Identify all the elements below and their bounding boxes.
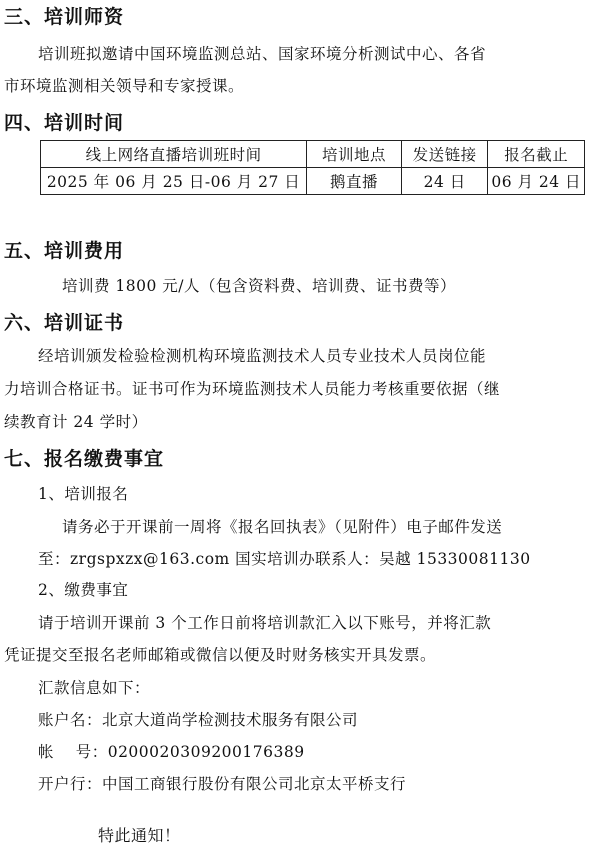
bank-name: 开户行：中国工商银行股份有限公司北京太平桥支行 <box>38 775 407 793</box>
table-header-row <box>41 141 585 168</box>
registration-subsection-title: 1、培训报名 <box>38 485 129 503</box>
closing-text: 特此通知！ <box>98 826 181 845</box>
payment-subsection-title: 2、缴费事宜 <box>38 581 129 599</box>
certificate-text-line-3: 续教育计 24 学时） <box>4 413 148 431</box>
section-heading-registration: 七、报名缴费事宜 <box>4 448 165 470</box>
table-cell-deadline: 06 月 24 日 <box>488 168 585 195</box>
table-row <box>41 168 585 195</box>
section-heading-trainers: 三、培训师资 <box>4 6 125 28</box>
table-cell-link-date: 24 日 <box>401 168 487 195</box>
trainers-text-line-2: 市环境监测相关领导和专家授课。 <box>4 77 245 95</box>
remittance-info-title: 汇款信息如下： <box>38 679 151 697</box>
section-heading-fee: 五、培训费用 <box>4 240 125 262</box>
account-name: 账户名：北京大道尚学检测技术服务有限公司 <box>38 711 359 729</box>
payment-text-line-1: 请于培训开课前 3 个工作日前将培训款汇入以下账号，并将汇款 <box>38 614 492 632</box>
payment-text-line-2: 凭证提交至报名老师邮箱或微信以便及时财务核实开具发票。 <box>4 646 437 664</box>
table-cell-location: 鹅直播 <box>307 168 402 195</box>
section-heading-certificate: 六、培训证书 <box>4 312 125 334</box>
fee-text: 培训费 1800 元/人（包含资料费、培训费、证书费等） <box>62 277 457 295</box>
table-header-cell: 培训地点 <box>307 141 402 168</box>
trainers-text-line-1: 培训班拟邀请中国环境监测总站、国家环境分析测试中心、各省 <box>38 45 487 63</box>
certificate-text-line-1: 经培训颁发检验检测机构环境监测技术人员专业技术人员岗位能 <box>38 347 487 365</box>
schedule-table <box>40 140 585 195</box>
account-number: 帐 号：0200020309200176389 <box>38 743 305 761</box>
registration-text-line-2: 至：zrgspxzx@163.com 国实培训办联系人：吴越 15330081130 <box>38 550 531 568</box>
table-header-cell: 线上网络直播培训班时间 <box>41 141 307 168</box>
table-cell-dates: 2025 年 06 月 25 日-06 月 27 日 <box>41 168 307 195</box>
certificate-text-line-2: 力培训合格证书。证书可作为环境监测技术人员能力考核重要依据（继 <box>4 380 501 398</box>
table-header-cell: 发送链接 <box>401 141 487 168</box>
section-heading-time: 四、培训时间 <box>4 112 125 134</box>
table-header-cell: 报名截止 <box>488 141 585 168</box>
registration-text-line-1: 请务必于开课前一周将《报名回执表》（见附件）电子邮件发送 <box>62 518 503 536</box>
